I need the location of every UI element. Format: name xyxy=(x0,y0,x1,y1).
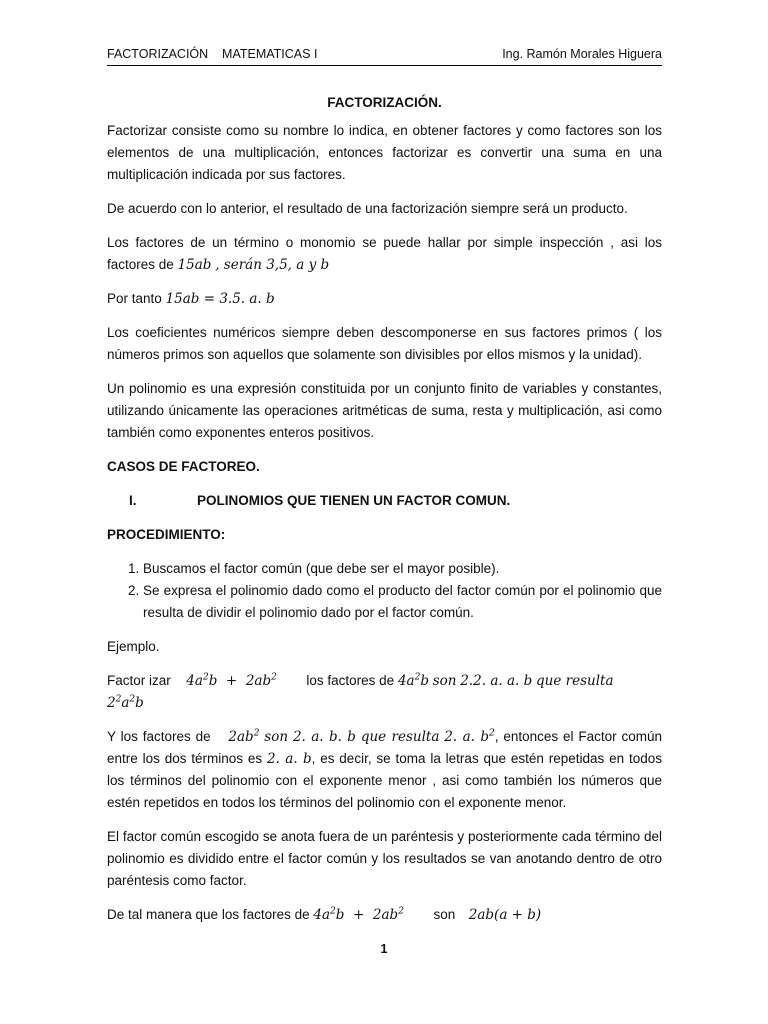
math-15ab: 15ab xyxy=(177,257,212,273)
example-line-1: Factor izar $4a^2b + 2ab^2$ los factores de $4a^2b$ son 2.2. a. a. b que resulta $2^2a^2b$ xyxy=(107,672,614,711)
math-polynomial: $4a^2b + 2ab^2$ xyxy=(186,672,277,689)
header-left: FACTORIZACIÓN MATEMATICAS I xyxy=(107,47,318,61)
paragraph-result-product: De acuerdo con lo anterior, el resultado de una factorización siempre será un producto. xyxy=(107,201,628,216)
math-term-2ab2: $2ab^2$ xyxy=(228,728,260,745)
section-numeral: I. xyxy=(129,493,137,508)
math-factors-4a2b: 2.2. a. a. b xyxy=(460,673,533,689)
math-result-2ab2: 2. a. $b^2$ xyxy=(444,728,495,745)
page-header xyxy=(107,46,662,66)
math-term-4a2b: $4a^2b$ xyxy=(397,672,429,689)
paragraph-prime-factors: Los coeficientes numéricos siempre deben descomponerse en sus factores primos ( los números primos son aquellos que solamente son divisibles por ellos mismos y la unidad). xyxy=(107,325,662,362)
paragraph-definition: Factorizar consiste como su nombre lo indica, en obtener factores y como factores son los elementos de una multiplicación, entonces factorizar es convertir una suma en una multiplicación indicada por sus factores. xyxy=(107,123,662,182)
math-factors-2ab2: 2. a. b. b xyxy=(292,729,356,745)
paragraph-monomial-factors: Los factores de un término o monomio se puede hallar por simple inspección , asi los factores de 15ab , serán 3,5, a y b xyxy=(107,235,662,273)
paragraph-por-tanto: Por tanto 15ab = 3.5. a. b xyxy=(107,291,275,307)
paragraph-factor-comun-procedure: El factor común escogido se anota fuera de un paréntesis y posteriormente cada término del polinomio es dividido entre el factor común y los resultados se van anotando dentro de otro paréntesis como factor. xyxy=(107,829,662,888)
example-paragraph-common-factor: Y los factores de $2ab^2$ son 2. a. b. b que resulta 2. a. $b^2$, entonces el Factor común entre los dos términos es 2. a. b, es decir, se toma la letras que estén repetidas en todos los términos del polinomio con el exponente menor , asi como también los números que estén repetidos en todos los términos del polinomio con el exponente menor. xyxy=(107,728,662,810)
math-polynomial-final: $4a^2b + 2ab^2$ xyxy=(313,906,404,923)
page-number: 1 xyxy=(380,942,388,956)
math-result-2-2a2b: $2^2a^2b$ xyxy=(107,694,144,711)
section-title: POLINOMIOS QUE TIENEN UN FACTOR COMUN. xyxy=(197,493,511,508)
math-15ab-product: 15ab = 3.5. a. b xyxy=(165,291,275,307)
procedimiento-heading: PROCEDIMIENTO: xyxy=(107,527,226,542)
math-factors-list: , serán 3,5, a y b xyxy=(215,257,330,273)
math-final-result: 2ab(a + b) xyxy=(468,907,542,923)
procedure-steps xyxy=(107,558,662,624)
math-common-factor: 2. a. b xyxy=(267,751,312,767)
procedure-step: 1. Buscamos el factor común (que debe ser el mayor posible). xyxy=(143,558,662,580)
document-body xyxy=(107,92,662,938)
paragraph-polynomial-definition: Un polinomio es una expresión constituida por un conjunto finito de variables y constantes, utilizando únicamente las operaciones aritméticas de suma, resta y multiplicación, asi como también como exponentes enteros positivos. xyxy=(107,381,662,440)
ejemplo-label: Ejemplo. xyxy=(107,639,160,654)
procedure-step: 2. Se expresa el polinomio dado como el producto del factor común por el polinomio que resulta de dividir el polinomio dado por el factor común. xyxy=(143,580,662,624)
section-heading-factor-comun xyxy=(107,490,662,512)
header-right: Ing. Ramón Morales Higuera xyxy=(502,47,662,61)
document-title: FACTORIZACIÓN. xyxy=(327,95,442,110)
example-final-line: De tal manera que los factores de $4a^2b + 2ab^2$ son 2ab(a + b) xyxy=(107,906,542,923)
casos-heading: CASOS DE FACTOREO. xyxy=(107,459,260,474)
